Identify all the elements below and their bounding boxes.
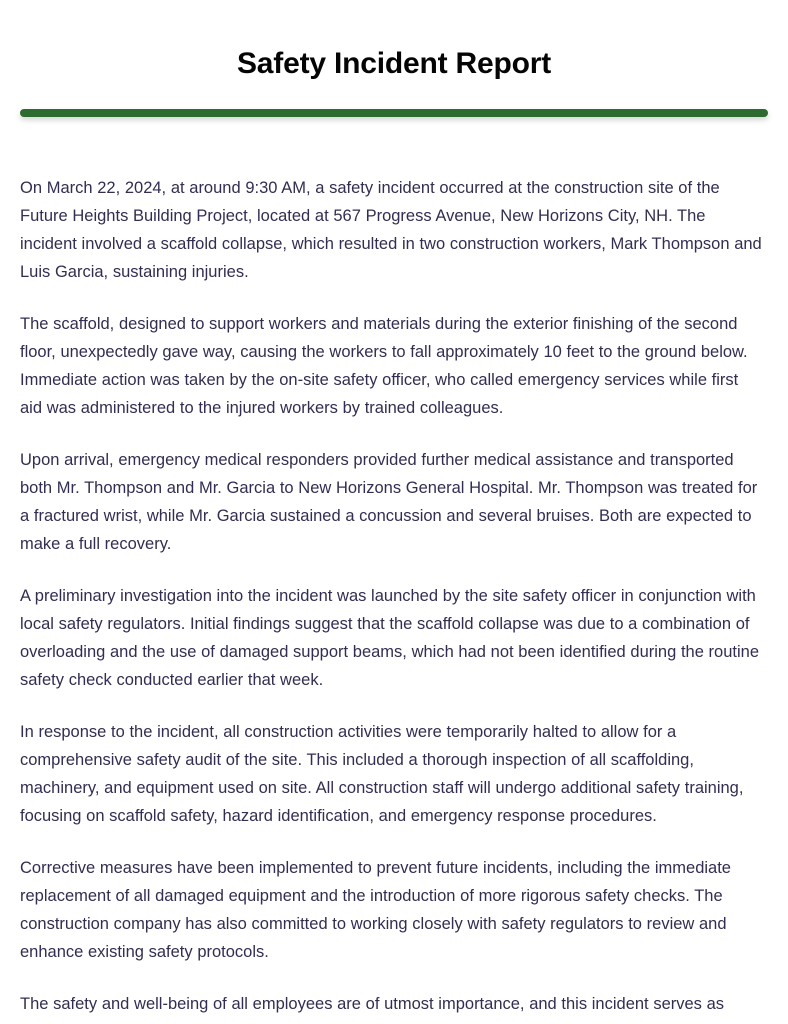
page-title: Safety Incident Report <box>237 47 551 80</box>
paragraph: Upon arrival, emergency medical responders provided further medical assistance and transported both Mr. Thompson and Mr. Garcia to New Horizons General Hospital. Mr. Thompson was treated for a fractured wrist, while Mr. Garcia sustained a concussion and several bruises. Both are expected to make a full recovery. <box>20 451 758 553</box>
paragraph: The scaffold, designed to support workers and materials during the exterior finishing of the second floor, unexpectedly gave way, causing the workers to fall approximately 10 feet to the ground below. Immediate action was taken by the on-site safety officer, who called emergency services while first aid was administered to the injured workers by trained colleagues. <box>20 315 748 417</box>
report-body <box>0 117 788 1018</box>
paragraph: A preliminary investigation into the incident was launched by the site safety officer in conjunction with local safety regulators. Initial findings suggest that the scaffold collapse was due to a combination of overloading and the use of damaged support beams, which had not been identified during the routine safety check conducted earlier that week. <box>20 587 760 689</box>
accent-divider <box>20 109 768 117</box>
title-divider-container <box>0 84 788 117</box>
paragraph: On March 22, 2024, at around 9:30 AM, a safety incident occurred at the construction site of the Future Heights Building Project, located at 567 Progress Avenue, New Horizons City, NH. The incident involved a scaffold collapse, which resulted in two construction workers, Mark Thompson and Luis Garcia, sustaining injuries. <box>20 179 762 281</box>
paragraph: Corrective measures have been implemented to prevent future incidents, including the immediate replacement of all damaged equipment and the introduction of more rigorous safety checks. The construction company has also committed to working closely with safety regulators to review and enhance existing safety protocols. <box>20 859 731 961</box>
paragraph: In response to the incident, all construction activities were temporarily halted to allow for a comprehensive safety audit of the site. This included a thorough inspection of all scaffolding, machinery, and equipment used on site. All construction staff will undergo additional safety training, focusing on scaffold safety, hazard identification, and emergency response procedures. <box>20 723 744 825</box>
paragraph: The safety and well-being of all employees are of utmost importance, and this incident serves as <box>20 995 725 1013</box>
